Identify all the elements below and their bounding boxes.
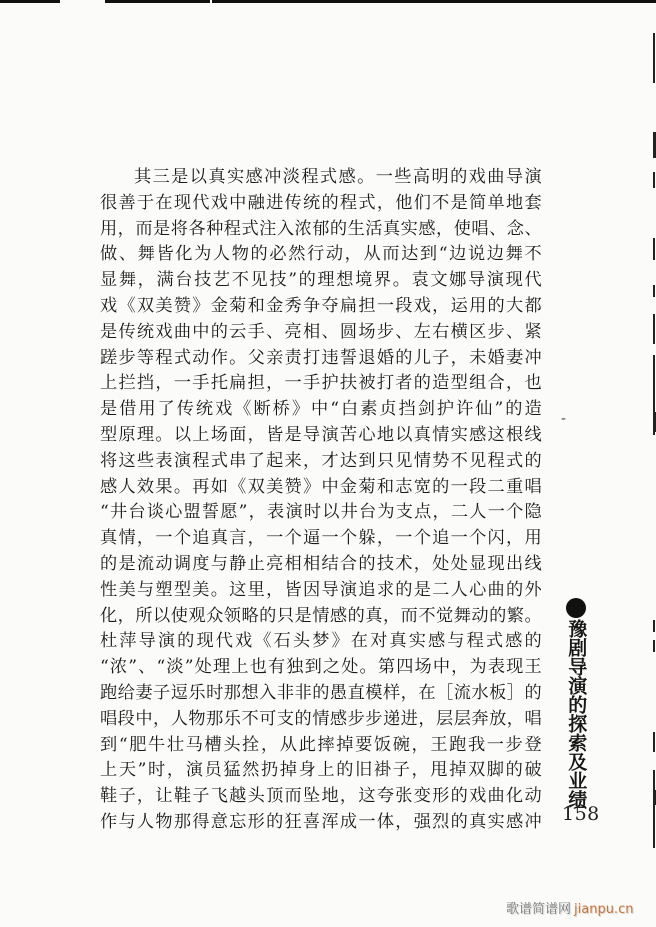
text-line: 是传统戏曲中的云手、亮相、圆场步、左右横区步、紧 <box>100 321 542 342</box>
text-line: 鞋子，让鞋子飞越头顶而坠地，这夸张变形的戏曲化动 <box>100 786 542 807</box>
text-line: “浓”、“淡”处理上也有独到之处。第四场中，为表现王 <box>100 657 542 678</box>
body-paragraph <box>100 165 542 836</box>
bullet-circle-icon <box>566 598 586 618</box>
chapter-side-tab <box>560 598 592 809</box>
text-line: 性美与塑型美。这里，皆因导演追求的是二人心曲的外 <box>100 579 542 600</box>
scan-edge-mark <box>653 285 655 297</box>
watermark-text: 歌谱简谱网 <box>506 902 572 917</box>
text-line: 显舞，满台技艺不见技”的理想境界。袁文娜导演现代 <box>100 270 542 291</box>
scan-edge-mark <box>653 33 655 83</box>
chapter-title-vertical: 豫剧导演的探索及业绩 <box>565 619 588 809</box>
scan-edge-mark <box>653 770 655 848</box>
text-line: 唱段中，人物那乐不可支的情感步步递进，层层奔放，唱 <box>100 708 542 729</box>
scan-edge-mark <box>653 732 655 752</box>
text-line: 蹉步等程式动作。父亲责打违誓退婚的儿子，未婚妻冲 <box>100 347 542 368</box>
scan-edge-mark <box>653 172 655 188</box>
text-line: 将这些表演程式串了起来，才达到只见情势不见程式的 <box>100 450 542 471</box>
text-line: 做、舞皆化为人物的必然行动，从而达到“边说边舞不 <box>100 244 542 265</box>
text-line: 感人效果。再如《双美赞》中金菊和志宽的一段二重唱 <box>100 476 542 497</box>
watermark-brand: jianpu.cn <box>574 902 634 917</box>
text-line: 杜萍导演的现代戏《石头梦》在对真实感与程式感的 <box>100 631 542 652</box>
text-line: 其三是以真实感冲淡程式感。一些高明的戏曲导演 <box>134 167 542 187</box>
text-line: 很善于在现代戏中融进传统的程式，他们不是简单地套 <box>100 192 542 213</box>
text-line: 作与人物那得意忘形的狂喜浑成一体，强烈的真实感冲 <box>100 811 542 832</box>
text-line: 真情，一个追真言，一个逼一个躲，一个追一个闪，用 <box>100 528 542 549</box>
text-line: 型原理。以上场面，皆是导演苦心地以真情实感这根线 <box>100 424 542 445</box>
text-line: 到“肥牛壮马槽头拴，从此摔掉要饭碗，王跑我一步登 <box>100 734 542 755</box>
site-watermark <box>506 898 633 917</box>
text-line: 上天”时，演员猛然扔掉身上的旧褂子，甩掉双脚的破 <box>100 760 542 781</box>
text-line: “井台谈心盟誓愿”，表演时以井台为支点，二人一个隐 <box>100 502 542 523</box>
text-line: 跑给妻子逗乐时那想入非非的愚直模样，在［流水板］的 <box>100 682 542 703</box>
scan-edge-mark <box>653 238 655 260</box>
text-line: 上拦挡，一手托扁担，一手护扶被打者的造型组合，也 <box>100 373 542 394</box>
scan-top-edge <box>0 0 656 3</box>
stray-mark: - <box>561 411 567 427</box>
text-line: 化，所以使观众领略的只是情感的真，而不觉舞动的繁。 <box>100 605 542 626</box>
scan-edge-mark <box>653 640 655 652</box>
page-number: 158 <box>562 803 600 825</box>
scan-edge-mark <box>653 620 655 632</box>
scan-edge-mark <box>653 314 655 344</box>
text-line: 的是流动调度与静止亮相相结合的技术，处处显现出线 <box>100 553 542 574</box>
text-line: 用，而是将各种程式注入浓郁的生活真实感，使唱、念、 <box>100 218 542 239</box>
text-line: 戏《双美赞》金菊和金秀争夺扁担一段戏，运用的大都 <box>100 295 542 316</box>
text-line: 是借用了传统戏《断桥》中“白素贞挡剑护许仙”的造 <box>100 399 542 420</box>
